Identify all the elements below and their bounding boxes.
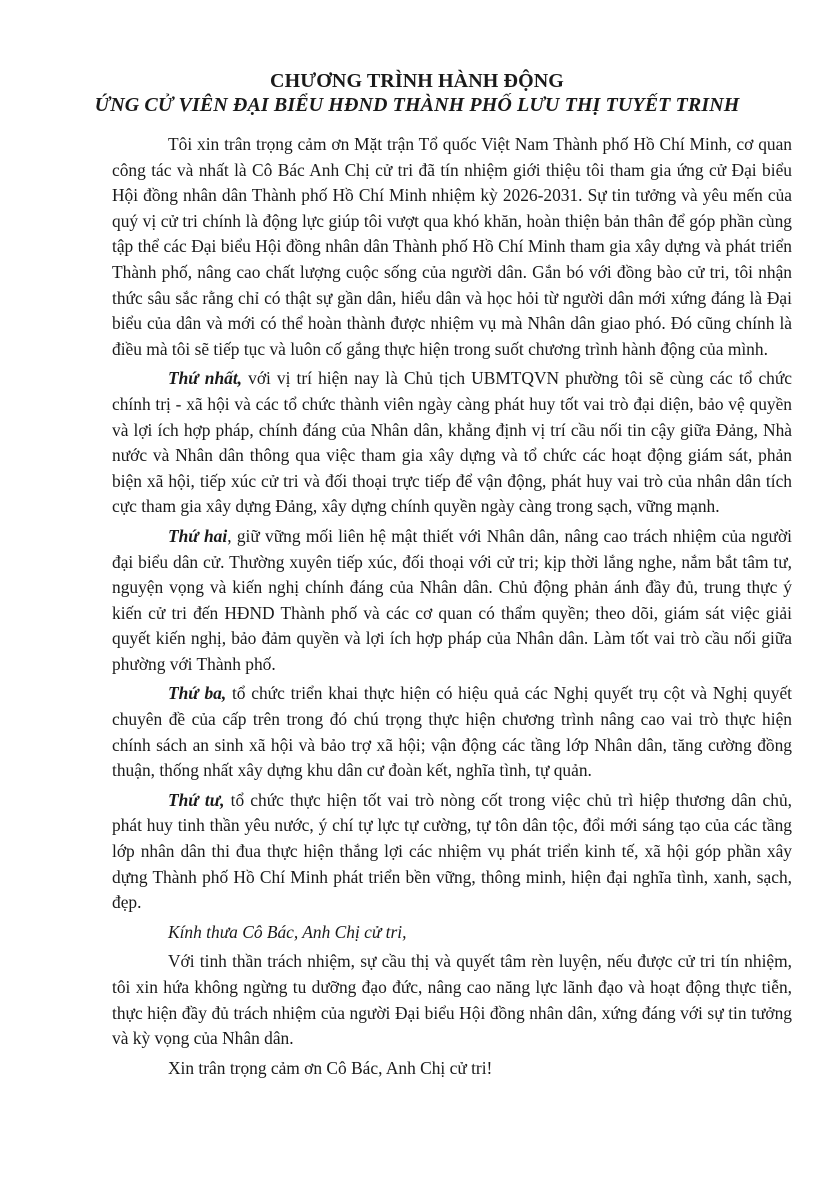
- paragraph-text: tổ chức triển khai thực hiện có hiệu quả các Nghị quyết trụ cột và Nghị quyết chuyên đề của cấp trên trong đó chú trọng thực hiện chương trình nâng cao vai trò thực hiện chính sách an sinh xã hội và bảo trợ xã hội; vận động các tầng lớp Nhân dân, tăng cường đồng thuận, thống nhất xây dựng khu dân cư đoàn kết, nghĩa tình, tự quản.: [112, 683, 792, 781]
- closing-line: Xin trân trọng cảm ơn Cô Bác, Anh Chị cử tri!: [168, 1057, 493, 1078]
- intro-paragraph: Tôi xin trân trọng cảm ơn Mặt trận Tổ quốc Việt Nam Thành phố Hồ Chí Minh, cơ quan công tác và nhất là Cô Bác Anh Chị cử tri đã tín nhiệm giới thiệu tôi tham gia ứng cử Đại biểu Hội đồng nhân dân Thành phố Hồ Chí Minh nhiệm kỳ 2026-2031. Sự tin tưởng và yêu mến của quý vị cử tri chính là động lực giúp tôi vượt qua khó khăn, hoàn thiện bản thân để góp phần cùng tập thể các Đại biểu Hội đồng nhân dân Thành phố Hồ Chí Minh tham gia xây dựng và phát triển Thành phố, nâng cao chất lượng cuộc sống của người dân. Gắn bó với đồng bào cử tri, tôi nhận thức sâu sắc rằng chỉ có thật sự gần dân, hiểu dân và học hỏi từ người dân mới xứng đáng là Đại biểu của dân và mới có thể hoàn thành được nhiệm vụ mà Nhân dân giao phó. Đó cũng chính là điều mà tôi sẽ tiếp tục và luôn cố gắng thực hiện trong suốt chương trình hành động của mình.: [112, 134, 792, 359]
- pledge-paragraph: Với tinh thần trách nhiệm, sự cầu thị và quyết tâm rèn luyện, nếu được cử tri tín nhiệm, tôi xin hứa không ngừng tu dưỡng đạo đức, nâng cao năng lực lãnh đạo và hoạt động thực tiễn, thực hiện đầy đủ trách nhiệm của người Đại biểu Hội đồng nhân dân, xứng đáng với sự tin tưởng và kỳ vọng của Nhân dân.: [112, 951, 792, 1049]
- paragraph-first-point: [112, 366, 792, 520]
- paragraph-lead: Thứ nhất,: [168, 368, 243, 389]
- paragraph-lead: Thứ tư,: [168, 789, 225, 810]
- document-subtitle: ỨNG CỬ VIÊN ĐẠI BIỂU HĐND THÀNH PHỐ LƯU THỊ TUYẾT TRINH: [94, 94, 740, 116]
- paragraph-text: với vị trí hiện nay là Chủ tịch UBMTQVN phường tôi sẽ cùng các tổ chức chính trị - xã hội và các tổ chức thành viên ngày càng phát huy tốt vai trò đại diện, bảo vệ quyền và lợi ích hợp pháp, chính đáng của Nhân dân, khẳng định vị trí cầu nối tin cậy giữa Đảng, Nhà nước và Nhân dân thông qua việc tham gia xây dựng và tổ chức các hoạt động giám sát, phản biện xã hội, tiếp xúc cử tri và đối thoại trực tiếp để vận động, phát huy vai trò của nhân dân tích cực tham gia xây dựng Đảng, xây dựng chính quyền ngày càng trong sạch, vững mạnh.: [112, 368, 793, 517]
- paragraph-text: , giữ vững mối liên hệ mật thiết với Nhân dân, nâng cao trách nhiệm của người đại biểu dân cử. Thường xuyên tiếp xúc, đối thoại với cử tri; kịp thời lắng nghe, nắm bắt tâm tư, nguyện vọng và kiến nghị chính đáng của Nhân dân. Chủ động phản ánh đầy đủ, trung thực ý kiến cử tri đến HĐND Thành phố và các cơ quan có thẩm quyền; theo dõi, giám sát việc giải quyết kiến nghị, bảo đảm quyền và lợi ích hợp pháp của Nhân dân. Làm tốt vai trò cầu nối giữa phường với Thành phố.: [112, 525, 792, 674]
- document-title: CHƯƠNG TRÌNH HÀNH ĐỘNG: [270, 70, 564, 92]
- paragraph-fourth-point: [112, 788, 792, 916]
- paragraph-lead: Thứ ba,: [168, 683, 227, 704]
- paragraph-lead: Thứ hai: [168, 525, 228, 546]
- document-body: [112, 132, 792, 1085]
- greeting-line: Kính thưa Cô Bác, Anh Chị cử tri,: [168, 921, 407, 942]
- paragraph-second-point: [112, 524, 792, 678]
- paragraph-third-point: [112, 681, 792, 783]
- paragraph-text: tổ chức thực hiện tốt vai trò nòng cốt trong việc chủ trì hiệp thương dân chủ, phát huy tinh thần yêu nước, ý chí tự lực tự cường, tự tôn dân tộc, đổi mới sáng tạo của các tầng lớp nhân dân thi đua thực hiện thắng lợi các nhiệm vụ phát triển kinh tế, xã hội góp phần xây dựng Thành phố Hồ Chí Minh phát triển bền vững, thông minh, hiện đại nghĩa tình, xanh, sạch, đẹp.: [112, 789, 792, 913]
